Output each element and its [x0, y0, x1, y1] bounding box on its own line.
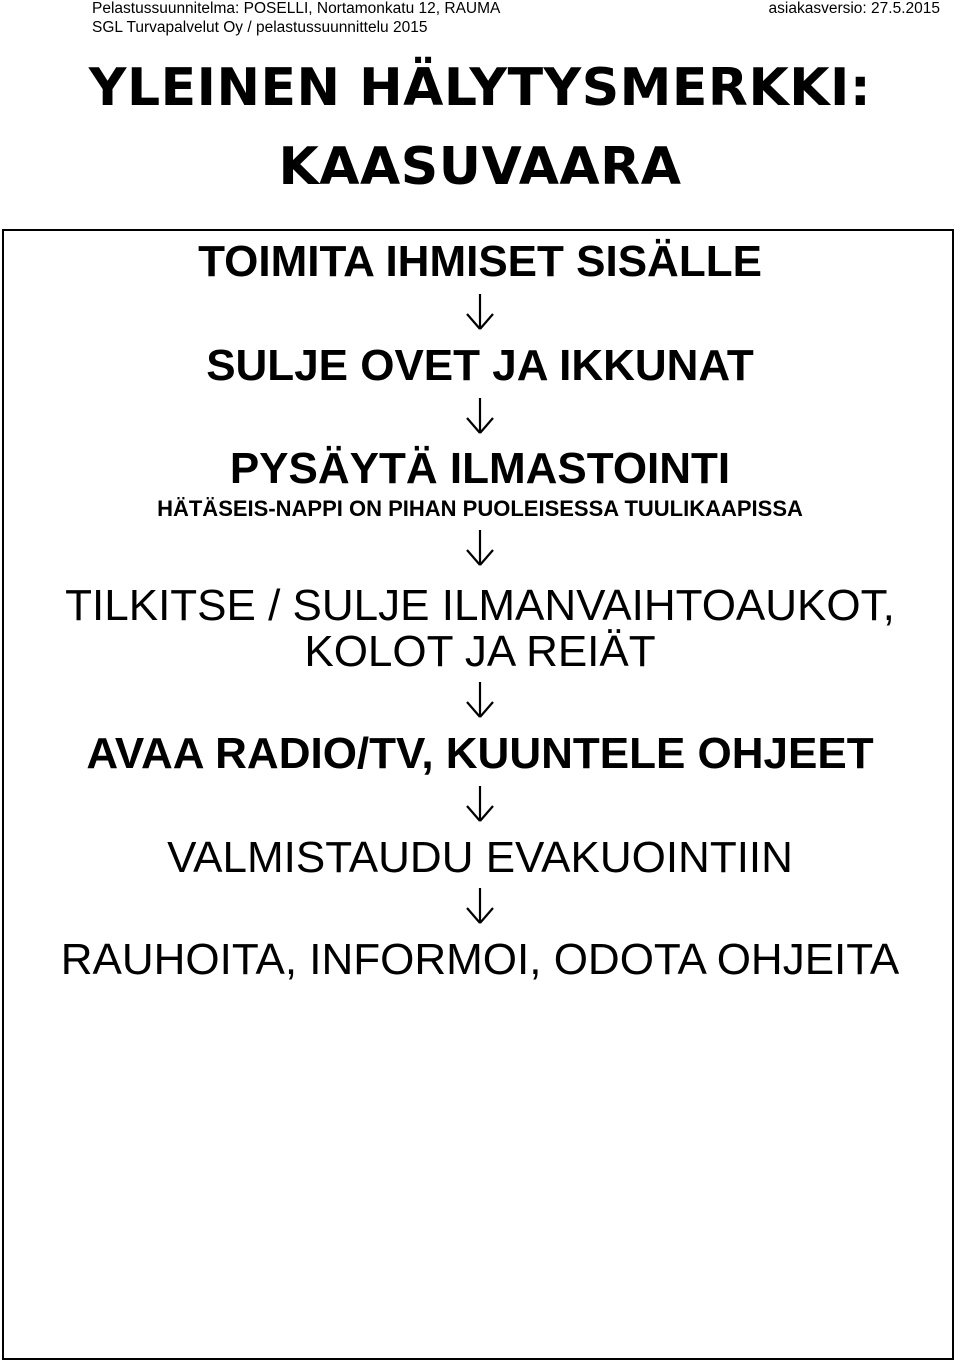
header-version: asiakasversio: 27.5.2015 — [768, 0, 940, 17]
down-arrow-icon — [463, 292, 497, 332]
page-title-line2: KAASUVAARA — [278, 137, 682, 197]
header-organization: SGL Turvapalvelut Oy / pelastussuunnittelu 2015 — [92, 19, 428, 36]
down-arrow-icon — [463, 784, 497, 824]
step-3-note: HÄTÄSEIS-NAPPI ON PIHAN PUOLEISESSA TUULIKAAPISSA — [157, 496, 803, 521]
step-2: SULJE OVET JA IKKUNAT — [206, 341, 754, 390]
step-7: RAUHOITA, INFORMOI, ODOTA OHJEITA — [60, 935, 900, 984]
down-arrow-icon — [463, 396, 497, 436]
header-document-title: Pelastussuunnitelma: POSELLI, Nortamonkatu 12, RAUMA — [92, 0, 501, 17]
step-5: AVAA RADIO/TV, KUUNTELE OHJEET — [86, 729, 874, 778]
step-4-line1: TILKITSE / SULJE ILMANVAIHTOAUKOT, — [65, 581, 895, 630]
down-arrow-icon — [463, 528, 497, 568]
down-arrow-icon — [463, 886, 497, 926]
step-6: VALMISTAUDU EVAKUOINTIIN — [167, 833, 793, 882]
step-1: TOIMITA IHMISET SISÄLLE — [198, 237, 762, 286]
page-title-line1: YLEINEN HÄLYTYSMERKKI: — [88, 58, 872, 118]
down-arrow-icon — [463, 680, 497, 720]
step-4-line2: KOLOT JA REIÄT — [304, 627, 656, 676]
step-3: PYSÄYTÄ ILMASTOINTI — [229, 444, 731, 493]
